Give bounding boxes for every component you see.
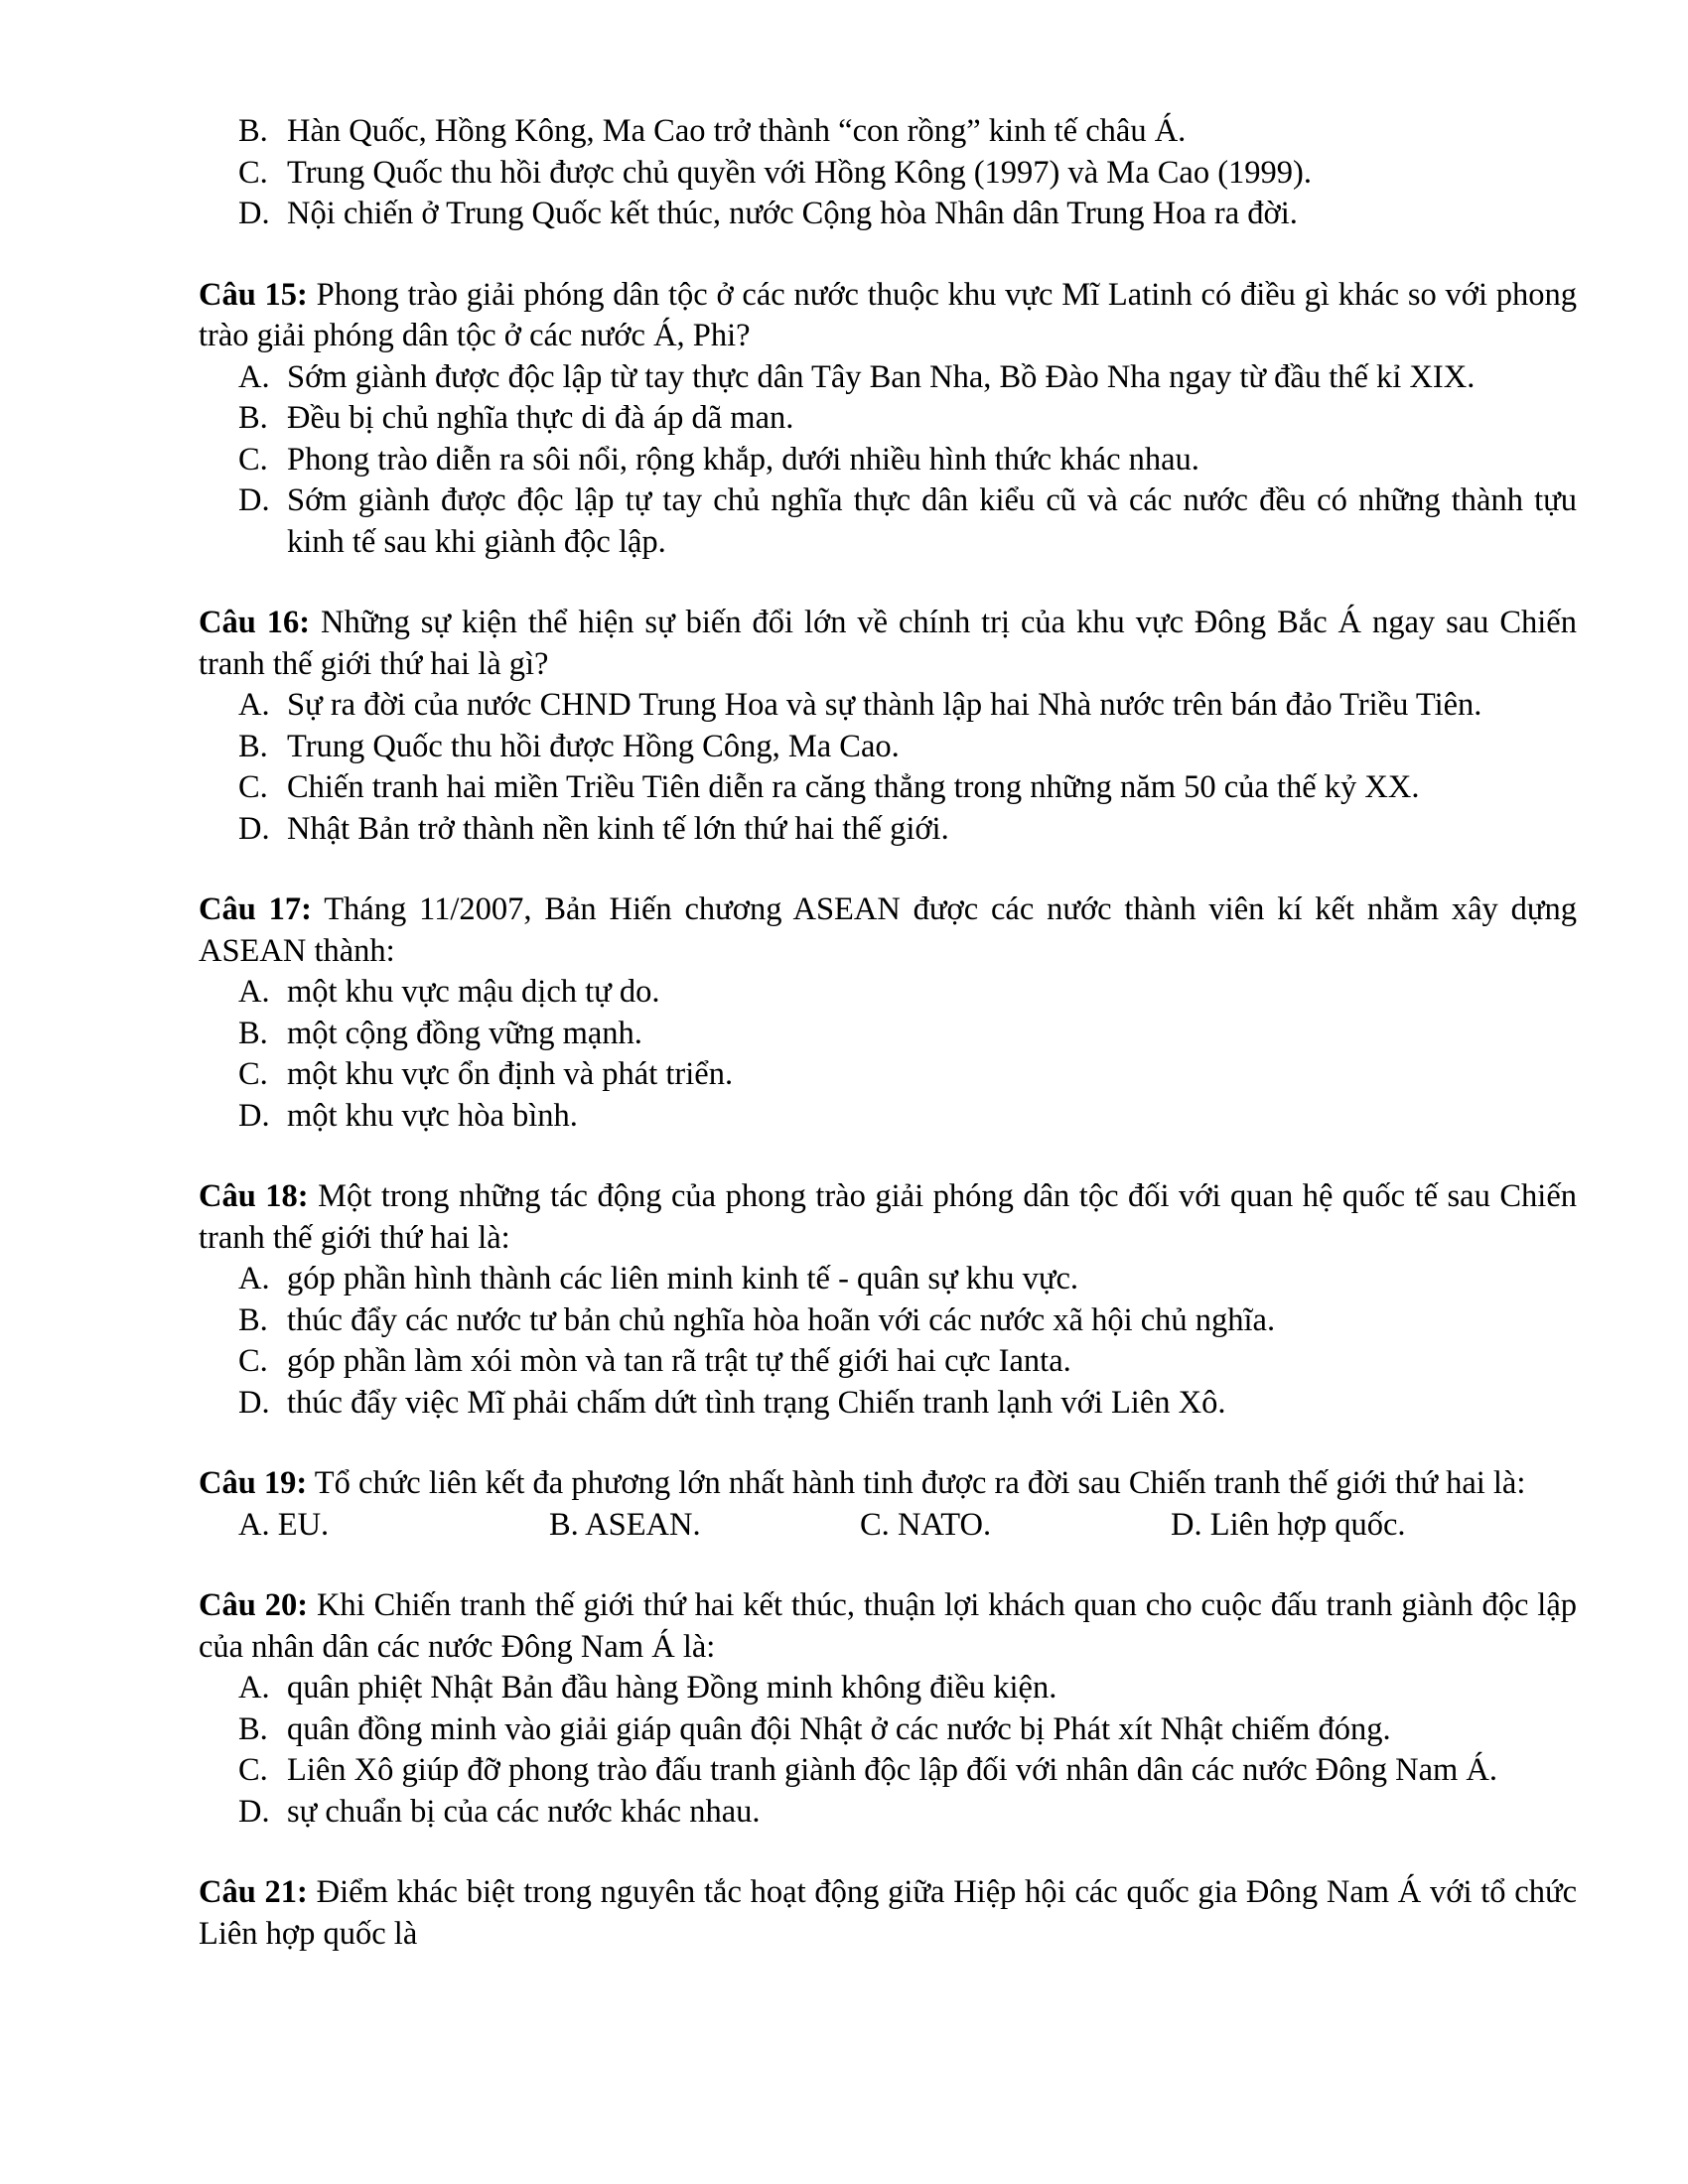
option-text: ASEAN. [585,1506,701,1543]
option-letter: C. [238,1056,268,1092]
question-label: Câu 20: [199,1587,309,1623]
option-b [199,727,1577,768]
option-letter: A. [238,974,270,1010]
option-c [199,153,1577,195]
question-text: Khi Chiến tranh thế giới thứ hai kết thúc, thuận lợi khách quan cho cuộc đấu tranh giành độc lập của nhân dân các nước Đông Nam Á là: [199,1587,1577,1665]
option-a [199,1259,1577,1300]
option-text: quân đồng minh vào giải giáp quân đội Nhật ở các nước bị Phát xít Nhật chiếm đóng. [287,1710,1391,1747]
option-d [199,194,1577,235]
option-b [549,1505,860,1547]
option-letter: A. [238,1506,270,1543]
question-text: Tổ chức liên kết đa phương lớn nhất hành tinh được ra đời sau Chiến tranh thế giới thứ hai là: [307,1465,1526,1501]
question-15 [199,275,1577,564]
options-list [199,1259,1577,1424]
option-text: một khu vực mậu dịch tự do. [287,974,660,1010]
option-letter: D. [238,1793,270,1830]
option-d [199,1383,1577,1425]
option-b [199,1300,1577,1342]
option-d [199,480,1577,563]
question-stem [199,889,1577,972]
option-text: NATO. [897,1506,992,1543]
option-a [199,1668,1577,1709]
options-list [199,972,1577,1137]
option-text: Trung Quốc thu hồi được Hồng Công, Ma Cao. [287,728,900,764]
option-text: Sớm giành được độc lập tự tay chủ nghĩa thực dân kiểu cũ và các nước đều có những thành tựu kinh tế sau khi giành độc lập. [287,482,1577,560]
option-letter: D. [238,482,270,518]
option-text: Liên Xô giúp đỡ phong trào đấu tranh giành độc lập đối với nhân dân các nước Đông Nam Á. [287,1752,1498,1788]
option-letter: D. [1171,1506,1202,1543]
option-letter: D. [238,810,270,847]
question-stem [199,1176,1577,1259]
exam-page [199,111,1577,1994]
option-d [199,1096,1577,1138]
option-letter: C. [238,1343,268,1379]
option-letter: A. [238,1261,270,1297]
option-letter: C. [860,1506,890,1543]
option-letter: A. [238,687,270,723]
option-text: Sớm giành được độc lập từ tay thực dân Tây Ban Nha, Bồ Đào Nha ngay từ đầu thế kỉ XIX. [287,358,1476,395]
option-c [199,767,1577,809]
option-c [199,1341,1577,1383]
option-letter: A. [238,358,270,395]
option-text: quân phiệt Nhật Bản đầu hàng Đồng minh không điều kiện. [287,1670,1057,1706]
option-letter: B. [238,1015,268,1051]
option-letter: B. [238,113,268,149]
option-text: Chiến tranh hai miền Triều Tiên diễn ra căng thẳng trong những năm 50 của thế kỷ XX. [287,769,1420,805]
option-d [1171,1505,1481,1547]
option-c [860,1505,1171,1547]
option-b [199,398,1577,440]
option-letter: D. [238,1097,270,1134]
question-label: Câu 15: [199,276,308,313]
option-text: một khu vực hòa bình. [287,1097,578,1134]
question-label: Câu 18: [199,1178,309,1214]
question-label: Câu 21: [199,1874,308,1910]
option-letter: B. [238,728,268,764]
option-letter: C. [238,1752,268,1788]
options-list [199,111,1577,235]
question-stem [199,1585,1577,1668]
option-text: thúc đẩy việc Mĩ phải chấm dứt tình trạng Chiến tranh lạnh với Liên Xô. [287,1384,1226,1421]
question-text: Tháng 11/2007, Bản Hiến chương ASEAN được các nước thành viên kí kết nhằm xây dựng ASEAN thành: [199,891,1577,969]
question-label: Câu 19: [199,1465,308,1501]
option-letter: B. [238,1710,268,1747]
option-text: EU. [277,1506,330,1543]
option-a [199,685,1577,727]
option-letter: B. [238,1301,268,1338]
option-text: Nội chiến ở Trung Quốc kết thúc, nước Cộng hòa Nhân dân Trung Hoa ra đời. [287,196,1298,231]
options-list [199,685,1577,850]
option-a [199,972,1577,1014]
option-text: một cộng đồng vững mạnh. [287,1015,642,1051]
option-text: sự chuẩn bị của các nước khác nhau. [287,1793,761,1830]
option-text: Phong trào diễn ra sôi nổi, rộng khắp, dưới nhiều hình thức khác nhau. [287,441,1199,478]
option-d [199,1792,1577,1834]
question-16 [199,603,1577,850]
option-text: Đều bị chủ nghĩa thực di đà áp dã man. [287,400,794,436]
option-a [238,1505,549,1547]
question-stem [199,1463,1577,1505]
option-c [199,1054,1577,1096]
options-list [199,1505,1577,1547]
options-list [199,357,1577,564]
question-label: Câu 16: [199,605,311,640]
option-c [199,440,1577,481]
option-letter: B. [238,400,268,436]
question-text: Một trong những tác động của phong trào giải phóng dân tộc đối với quan hệ quốc tế sau Chiến tranh thế giới thứ hai là: [199,1178,1577,1256]
question-20 [199,1585,1577,1833]
question-stem [199,603,1577,685]
option-d [199,809,1577,851]
question-14-continued [199,111,1577,235]
option-letter: B. [549,1506,579,1543]
option-letter: D. [238,196,270,231]
question-17 [199,889,1577,1137]
option-text: Nhật Bản trở thành nền kinh tế lớn thứ hai thế giới. [287,810,949,847]
question-21 [199,1872,1577,1955]
question-label: Câu 17: [199,891,312,927]
option-text: Trung Quốc thu hồi được chủ quyền với Hồng Kông (1997) và Ma Cao (1999). [287,154,1312,191]
question-stem [199,275,1577,357]
question-text: Những sự kiện thể hiện sự biến đổi lớn về chính trị của khu vực Đông Bắc Á ngay sau Chiến tranh thế giới thứ hai là gì? [199,605,1577,682]
option-text: thúc đẩy các nước tư bản chủ nghĩa hòa hoãn với các nước xã hội chủ nghĩa. [287,1301,1276,1338]
option-text: góp phần làm xói mòn và tan rã trật tự thế giới hai cực Ianta. [287,1343,1071,1379]
option-text: Liên hợp quốc. [1209,1506,1406,1543]
option-text: Sự ra đời của nước CHND Trung Hoa và sự thành lập hai Nhà nước trên bán đảo Triều Tiên. [287,687,1482,723]
question-18 [199,1176,1577,1424]
options-list [199,1668,1577,1833]
option-text: Hàn Quốc, Hồng Kông, Ma Cao trở thành “con rồng” kinh tế châu Á. [287,113,1187,149]
option-text: một khu vực ổn định và phát triển. [287,1056,734,1092]
question-stem [199,1872,1577,1955]
question-text: Điểm khác biệt trong nguyên tắc hoạt động giữa Hiệp hội các quốc gia Đông Nam Á với tổ chức Liên hợp quốc là [199,1874,1578,1952]
option-letter: D. [238,1384,270,1421]
option-b [199,111,1577,153]
question-text: Phong trào giải phóng dân tộc ở các nước thuộc khu vực Mĩ Latinh có điều gì khác so với phong trào giải phóng dân tộc ở các nước Á, Phi? [199,276,1577,353]
option-a [199,357,1577,399]
option-b [199,1014,1577,1055]
option-text: góp phần hình thành các liên minh kinh tế - quân sự khu vực. [287,1261,1079,1297]
option-letter: C. [238,154,268,191]
question-19 [199,1463,1577,1546]
option-letter: A. [238,1670,270,1706]
option-c [199,1750,1577,1792]
option-letter: C. [238,769,268,805]
option-b [199,1709,1577,1751]
option-letter: C. [238,441,268,478]
